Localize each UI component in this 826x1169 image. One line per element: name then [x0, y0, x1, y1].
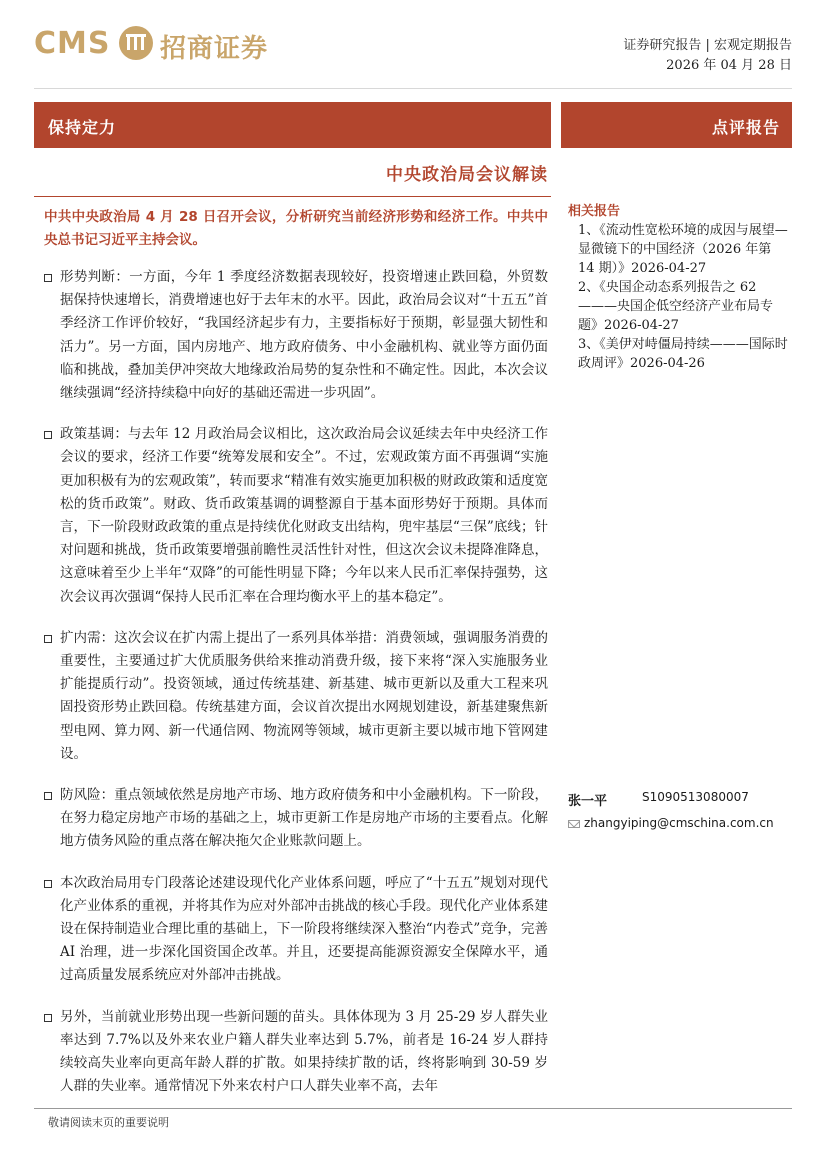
header-divider [34, 88, 792, 89]
square-bullet-icon [44, 880, 52, 888]
mail-icon [568, 820, 580, 828]
square-bullet-icon [44, 635, 52, 643]
related-reports-heading: 相关报告 [568, 204, 621, 219]
author-email-row [568, 814, 790, 834]
title-divider [34, 196, 551, 197]
square-bullet-icon [44, 431, 52, 439]
author-block [568, 790, 790, 834]
report-date: 2026 年 04 月 28 日 [666, 58, 792, 73]
bullet-item [44, 627, 548, 766]
tag-band [561, 102, 792, 148]
square-bullet-icon [44, 1014, 52, 1022]
cms-logo [34, 22, 294, 68]
logo-cms-text: CMS [34, 26, 111, 61]
author-row [568, 790, 790, 810]
author-email[interactable]: zhangyiping@cmschina.com.cn [584, 816, 774, 830]
bullet-text: 本次政治局用专门段落论述建设现代化产业体系问题，呼应了“十五五”规划对现代化产业体系的重视，并将其作为应对外部冲击挑战的核心手段。现代化产业体系建设在保持制造业合理比重的基础上，下一阶段将继续深入整治“内卷式”竞争，完善 AI 治理，进一步深化国资国企改革。并且，还要提高能源资源安全保障水平，通过高质量发展系统应对外部冲击挑战。 [60, 874, 548, 984]
author-name: 张一平 [568, 794, 608, 809]
bullet-text: 政策基调：与去年 12 月政治局会议相比，这次政治局会议延续去年中央经济工作会议的要求，经济工作要“统筹发展和安全”。不过，宏观政策方面不再强调“实施更加积极有为的宏观政策”，转而要求“精准有效实施更加积极的财政政策和适度宽松的货币政策”。财政、货币政策基调的调整源自于基本面形势好于预期。具体而言，下一阶段财政政策的重点是持续优化财政支出结构，兜牢基层“三保”底线；针对问题和挑战，货币政策要增强前瞻性灵活性针对性，但这次会议未提降准降息，这意味着至少上半年“双降”的可能性明显下降；今年以来人民币汇率保持强势，这次会议再次强调“保持人民币汇率在合理均衡水平上的基本稳定”。 [60, 426, 548, 605]
related-report-link[interactable]: 1、《流动性宽松环境的成因与展望—显微镜下的中国经济（2026 年第 14 期）》2026-04-27 [578, 223, 788, 276]
main-title: 中央政治局会议解读 [386, 165, 548, 185]
bullet-text: 防风险：重点领域依然是房地产市场、地方政府债务和中小金融机构。下一阶段，在努力稳定房地产市场的基础之上，城市更新工作是房地产市场的主要看点。化解地方债务风险的重点落在解决拖欠企业账款问题上。 [60, 787, 548, 850]
bullet-item [44, 266, 548, 405]
square-bullet-icon [44, 792, 52, 800]
bullet-item [44, 423, 548, 609]
footer-note: 敬请阅读末页的重要说明 [48, 1116, 169, 1129]
bullet-list [44, 266, 548, 1117]
report-type: 证券研究报告 | 宏观定期报告 [623, 38, 792, 53]
bullet-text: 另外，当前就业形势出现一些新问题的苗头。具体体现为 3 月 25-29 岁人群失业率达到 7.7%以及外来农业户籍人群失业率达到 5.7%，前者是 16-24 岁人群持续较高失业率向更高年龄人群的扩散。如果持续扩散的话，终将影响到 30-59 岁人群的失业率。通常情况下外来农村户口人群失业率不高，去年 [60, 1008, 548, 1095]
bullet-item [44, 1006, 548, 1099]
logo-badge-icon [118, 25, 154, 61]
author-license-id: S1090513080007 [642, 790, 749, 804]
related-report-link[interactable]: 2、《央国企动态系列报告之 62———央国企低空经济产业布局专题》2026-04-27 [578, 280, 774, 333]
band-tag: 点评报告 [711, 118, 780, 137]
related-report-link[interactable]: 3、《美伊对峙僵局持续———国际时政周评》2026-04-26 [578, 337, 788, 371]
summary-paragraph: 中共中央政治局 4 月 28 日召开会议，分析研究当前经济形势和经济工作。中共中央总书记习近平主持会议。 [44, 209, 548, 248]
bullet-text: 扩内需：这次会议在扩内需上提出了一系列具体举措：消费领域，强调服务消费的重要性，主要通过扩大优质服务供给来推动消费升级，接下来将“深入实施服务业扩能提质行动”。投资领域，通过传统基建、新基建、城市更新以及重大工程来巩固投资形势止跌回稳。传统基建方面，会议首次提出水网规划建设，新基建聚焦新型电网、算力网、新一代通信网、物流网等领域，城市更新主要以城市地下管网建设。 [60, 629, 548, 762]
bullet-item [44, 872, 548, 988]
logo-cn-text: 招商证券 [160, 34, 269, 64]
title-band [34, 102, 551, 148]
footer-divider [34, 1108, 792, 1109]
related-reports [568, 200, 790, 373]
page-header [0, 0, 826, 90]
bullet-text: 形势判断：一方面，今年 1 季度经济数据表现较好，投资增速止跌回稳，外贸数据保持快速增长，消费增速也好于去年末的水平。因此，政治局会议对“十五五”首季经济工作评价较好，“我国经济起步有力，主要指标好于预期，彰显强大韧性和活力”。另一方面，国内房地产、地方政府债务、中小金融机构、就业等方面仍面临和挑战，叠加美伊冲突故大地缘政治局势的复杂性和不确定性。因此，本次会议继续强调“经济持续稳中向好的基础还需进一步巩固”。 [60, 269, 548, 402]
band-title: 保持定力 [48, 118, 117, 137]
square-bullet-icon [44, 274, 52, 282]
bullet-item [44, 784, 548, 854]
